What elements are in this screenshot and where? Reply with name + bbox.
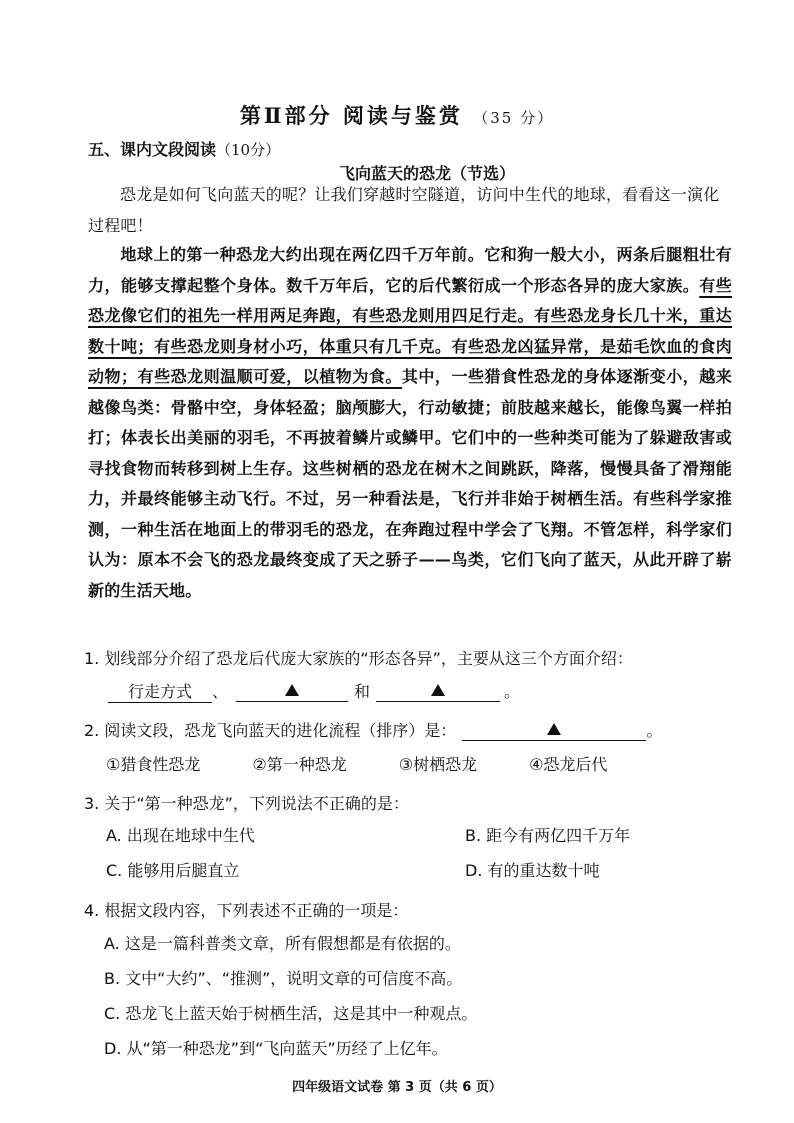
question-2-text: 2. 阅读文段，恐龙飞向蓝天的进化流程（排序）是： [84,721,457,740]
answer-walking-mode: 行走方式 [127,682,192,701]
question-2 [84,718,662,741]
underlined-walking: 有些恐龙像它们的祖先一样用两足奔跑，有些恐龙则用四足行走。 [88,275,733,325]
question-4: 4. 根据文段内容，下列表述不正确的一项是： [84,901,409,920]
section-score: （10分） [216,141,281,159]
underlined-diet: 有些恐龙凶猛异常，是茹毛饮血的食肉动物；有些恐龙则温顺可爱，以植物为食。 [88,336,733,386]
separator-and: 和 [354,682,371,701]
question-2-options [106,752,607,775]
part-title [0,100,794,130]
question-3-option-b[interactable]: B. 距今有两亿四千万年 [465,826,631,845]
section-heading [88,137,280,160]
section-label: 五、课内文段阅读 [88,140,217,159]
question-4-option-d[interactable]: D. 从“第一种恐龙”到“飞向蓝天”历经了上亿年。 [104,1039,448,1058]
answer-blank-1[interactable] [108,679,212,703]
separator-comma: 、 [212,682,229,701]
page-footer: 四年级语文试卷 第 3 页（共 6 页） [292,1080,502,1095]
question-3-option-d[interactable]: D. 有的重达数十吨 [465,861,600,880]
answer-blank-order[interactable] [462,721,646,741]
question-4-option-b[interactable]: B. 文中“大约”、“推测”，说明文章的可信度不高。 [104,969,463,988]
question-3-option-c[interactable]: C. 能够用后腿直立 [106,861,240,880]
question-2-end: 。 [646,721,663,740]
option-tree-dinosaur: ③树栖恐龙 [398,755,478,774]
option-first-dinosaur: ②第一种恐龙 [252,755,347,774]
answer-blank-3[interactable] [376,682,500,702]
question-1-blanks [108,679,520,703]
option-hunting-dinosaur: ①猎食性恐龙 [106,755,201,774]
intro-paragraph [88,180,732,241]
body-text-start: 地球上的第一种恐龙大约出现在两亿四千万年前。它和狗一般大小，两条后腿粗壮有力，能够支撑起整个身体。数千万年后，它的后代繁衍成一个形态各异的庞大家族。 [88,245,732,295]
part-title-text: 第Ⅱ部分 阅读与鉴赏 [239,103,463,128]
answer-blank-2[interactable] [236,682,348,702]
question-4-option-c[interactable]: C. 恐龙飞上蓝天始于树栖生活，这是其中一种观点。 [104,1004,478,1023]
body-paragraph [88,240,732,606]
question-3: 3. 关于“第一种恐龙”，下列说法不正确的是： [84,794,409,813]
body-text-rest: 其中，一些猎食性恐龙的身体逐渐变小，越来越像鸟类：骨骼中空，身体轻盈；脑颅膨大，行动敏捷；前肢越来越长，能像鸟翼一样拍打；体表长出美丽的羽毛，不再披着鳞片或鳞甲。它们中的一些种类可能为了躲避敌害或寻找食物而转移到树上生存。这些树栖的恐龙在树木之间跳跃，降落，慢慢具备了滑翔能力，并最终能够主动飞行。不过，另一种看法是，飞行并非始于树栖生活。有些科学家推测，一种生活在地面上的带羽毛的恐龙，在奔跑过程中学会了飞翔。不管怎样，科学家们认为：原本不会飞的恐龙最终变成了天之骄子——鸟类，它们飞向了蓝天，从此开辟了崭新的生活天地。 [88,367,732,600]
question-1: 1. 划线部分介绍了恐龙后代庞大家族的“形态各异”，主要从这三个方面介绍： [84,649,633,668]
question-3-option-a[interactable]: A. 出现在地球中生代 [106,826,255,845]
triangle-marker-icon [431,684,445,696]
part-score: （35 分） [473,109,555,127]
triangle-marker-icon [547,723,561,735]
triangle-marker-icon [285,684,299,696]
question-1-end: 。 [504,682,521,701]
intro-text: 恐龙是如何飞向蓝天的呢？让我们穿越时空隧道，访问中生代的地球，看看这一演化过程吧！ [88,185,720,235]
question-4-option-a[interactable]: A. 这是一篇科普类文章，所有假想都是有依据的。 [104,934,461,953]
option-descendants: ④恐龙后代 [529,755,608,774]
underlined-size: 有些恐龙身长几十米，重达数十吨；有些恐龙则身材小巧，体重只有几千克。 [88,306,732,356]
article-title: 飞向蓝天的恐龙（节选） [338,164,515,183]
